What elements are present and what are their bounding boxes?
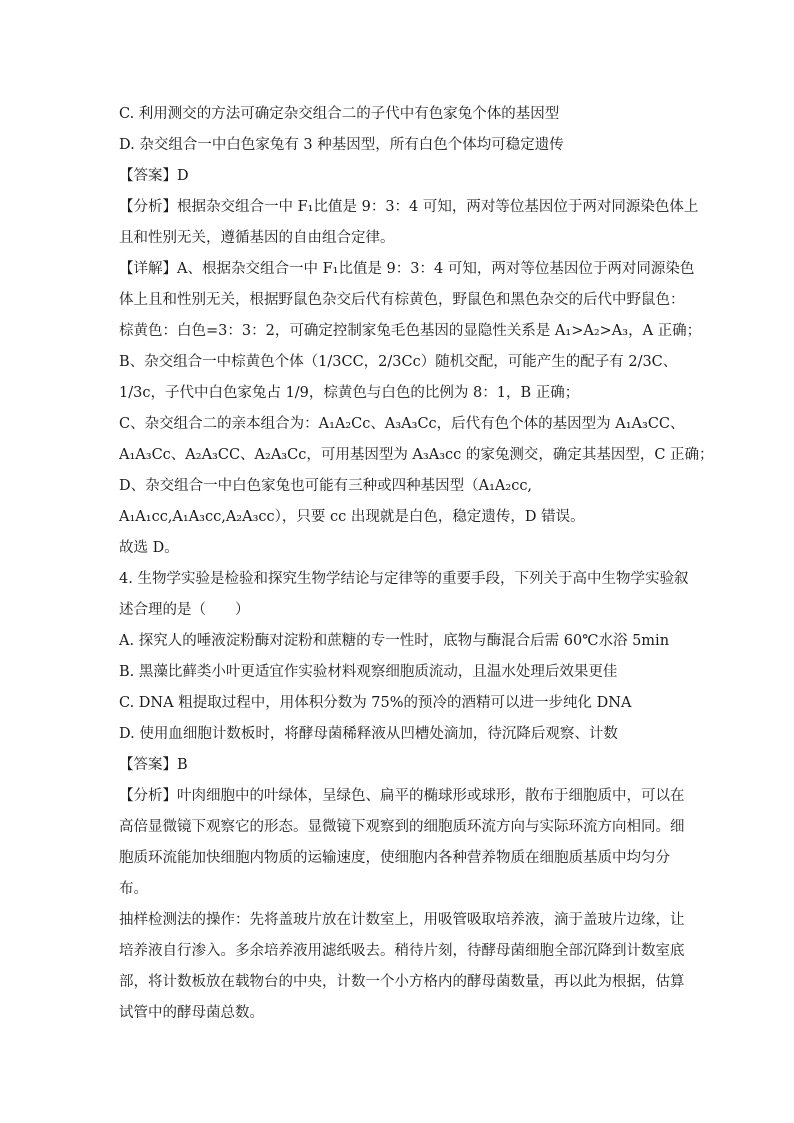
q3-option-c: C. 利用测交的方法可确定杂交组合二的子代中有色家兔个体的基因型 xyxy=(119,106,560,122)
q4-option-a: A. 探究人的唾液淀粉酶对淀粉和蔗糖的专一性时，底物与酶混合后需 60℃水浴 5min xyxy=(119,633,670,649)
q4-analysis-line: 胞质环流能加快细胞内物质的运输速度，使细胞内各种营养物质在细胞质基质中均匀分 xyxy=(119,850,670,866)
q4-sampling-line: 试管中的酵母菌总数。 xyxy=(119,1005,264,1021)
q4-sampling-line: 抽样检测法的操作：先将盖玻片放在计数室上，用吸管吸取培养液，滴于盖玻片边缘，让 xyxy=(119,912,685,928)
q3-option-d: D. 杂交组合一中白色家兔有 3 种基因型，所有白色个体均可稳定遗传 xyxy=(119,137,564,153)
q3-detail-line: B、杂交组合一中棕黄色个体（1/3CC，2/3Cc）随机交配，可能产生的配子有 2/3C、 xyxy=(119,354,678,370)
q4-option-b: B. 黑藻比藓类小叶更适宜作实验材料观察细胞质流动，且温水处理后效果更佳 xyxy=(119,664,618,680)
q4-stem-line: 述合理的是（ ） xyxy=(119,602,250,618)
q3-answer: 【答案】D xyxy=(119,168,189,184)
q4-analysis-line: 【分析】叶肉细胞中的叶绿体，呈绿色、扁平的椭球形或球形，散布于细胞质中，可以在 xyxy=(119,788,685,804)
q4-option-c: C. DNA 粗提取过程中，用体积分数为 75%的预冷的酒精可以进一步纯化 DNA xyxy=(119,695,632,711)
q4-option-d: D. 使用血细胞计数板时，将酵母菌稀释液从凹槽处滴加，待沉降后观察、计数 xyxy=(119,726,618,742)
page-content xyxy=(119,103,714,1033)
q3-analysis-line: 【分析】根据杂交组合一中 F₁比值是 9：3：4 可知，两对等位基因位于两对同源染色体上 xyxy=(119,199,699,215)
q3-detail-line: D、杂交组合一中白色家兔也可能有三种或四种基因型（A₁A₂cc, xyxy=(119,478,533,494)
q3-analysis-line: 且和性别无关，遵循基因的自由组合定律。 xyxy=(119,230,395,246)
q3-detail-line: 1/3c，子代中白色家兔占 1/9，棕黄色与白色的比例为 8：1，B 正确； xyxy=(119,385,580,401)
q3-conclusion: 故选 D。 xyxy=(119,540,179,556)
q3-detail-line: A₁A₁cc,A₁A₃cc,A₂A₃cc），只要 cc 出现就是白色，稳定遗传，D 错误。 xyxy=(119,509,585,525)
q4-sampling-line: 培养液自行渗入。多余培养液用滤纸吸去。稍待片刻，待酵母菌细胞全部沉降到计数室底 xyxy=(119,943,685,959)
q3-detail-line: 棕黄色：白色=3：3：2，可确定控制家兔毛色基因的显隐性关系是 A₁>A₂>A₃，A 正确； xyxy=(119,323,702,339)
q3-detail-line: 【详解】A、根据杂交组合一中 F₁比值是 9：3：4 可知，两对等位基因位于两对同源染色 xyxy=(119,261,695,277)
q4-sampling-line: 部，将计数板放在载物台的中央，计数一个小方格内的酵母菌数量，再以此为根据，估算 xyxy=(119,974,685,990)
q4-stem-line: 4. 生物学实验是检验和探究生物学结论与定律等的重要手段，下列关于高中生物学实验叙 xyxy=(119,571,689,587)
q3-detail-line: A₁A₃Cc、A₂A₃CC、A₂A₃Cc，可用基因型为 A₃A₃cc 的家兔测交，确定其基因型，C 正确； xyxy=(119,447,714,463)
q3-detail-line: 体上且和性别无关，根据野鼠色杂交后代有棕黄色，野鼠色和黑色杂交的后代中野鼠色： xyxy=(119,292,685,308)
q3-detail-line: C、杂交组合二的亲本组合为：A₁A₂Cc、A₃A₃Cc，后代有色个体的基因型为 A₁A₃CC、 xyxy=(119,416,685,432)
q4-analysis-line: 布。 xyxy=(119,881,148,897)
q4-analysis-line: 高倍显微镜下观察它的形态。显微镜下观察到的细胞质环流方向与实际环流方向相同。细 xyxy=(119,819,685,835)
q4-answer: 【答案】B xyxy=(119,757,188,773)
